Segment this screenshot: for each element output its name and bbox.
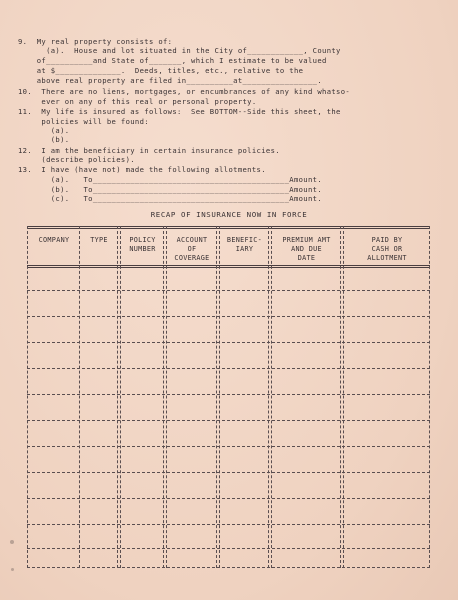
header-premium-amt: PREMIUM AMT AND DUE DATE <box>282 236 331 262</box>
item12-line2: (describe policies). <box>18 155 135 164</box>
table-col-rule <box>219 226 220 568</box>
header-company: COMPANY <box>38 236 70 244</box>
table-header-rule <box>27 265 430 268</box>
item9-line3: of__________and State of_______, which I estimate to be valued <box>18 56 327 65</box>
table-col-rule <box>343 226 344 568</box>
item13-b: (b). To__________________________________________Amount. <box>18 185 323 194</box>
table-row-rule <box>27 394 430 395</box>
item9-line5: above real property are filed in__________at________________. <box>18 76 323 85</box>
table-col-rule <box>117 226 118 568</box>
table-col-rule <box>27 226 28 568</box>
table-col-rule <box>120 226 121 568</box>
insurance-recap-table <box>27 226 430 568</box>
item9-line2: (a). House and lot situated in the City of____________, County <box>18 46 341 55</box>
paper-blemish <box>11 568 14 571</box>
table-row-rule <box>27 524 430 525</box>
item10-line1: 10. There are no liens, mortgages, or encumbrances of any kind whatso- <box>18 87 351 96</box>
table-row-rule <box>27 316 430 317</box>
table-col-rule <box>166 226 167 568</box>
table-col-rule <box>271 226 272 568</box>
table-row-rule <box>27 548 430 549</box>
item9-line4: at $______________. Deeds, titles, etc., relative to the <box>18 66 304 75</box>
table-row-rule <box>27 368 430 369</box>
header-beneficiary: BENEFIC- IARY <box>226 236 263 253</box>
item13-a: (a). To__________________________________________Amount. <box>18 175 323 184</box>
item11-a: (a). <box>18 126 70 135</box>
item9-line1: 9. My real property consists of: <box>18 37 173 46</box>
table-row-rule <box>27 472 430 473</box>
paper-blemish <box>10 540 14 544</box>
table-col-rule <box>340 226 341 568</box>
table-col-rule <box>429 226 430 568</box>
table-row-rule <box>27 290 430 291</box>
recap-title: RECAP OF INSURANCE NOW IN FORCE <box>150 210 308 219</box>
table-row-rule <box>27 446 430 447</box>
header-type: TYPE <box>90 236 108 244</box>
item11-b: (b). <box>18 135 70 144</box>
header-policy-number: POLICY NUMBER <box>129 236 156 253</box>
table-col-rule <box>216 226 217 568</box>
item11-line1: 11. My life is insured as follows: See BOTTOM--Side this sheet, the <box>18 107 341 116</box>
header-paid-by: PAID BY CASH OR ALLOTMENT <box>367 236 407 262</box>
table-row-rule <box>27 342 430 343</box>
item13-line1: 13. I have (have not) made the following allotments. <box>18 165 266 174</box>
header-account-of-coverage: ACCOUNT OF COVERAGE <box>174 236 210 262</box>
table-col-rule <box>163 226 164 568</box>
item11-line2: policies will be found: <box>18 117 149 126</box>
item10-line2: ever on any of this real or personal property. <box>18 97 257 106</box>
table-bottom-rule <box>27 567 430 568</box>
item13-c: (c). To__________________________________________Amount. <box>18 194 323 203</box>
table-col-rule <box>268 226 269 568</box>
item12-line1: 12. I am the beneficiary in certain insurance policies. <box>18 146 280 155</box>
table-row-rule <box>27 420 430 421</box>
table-row-rule <box>27 498 430 499</box>
table-col-rule <box>79 226 80 568</box>
table-top-rule <box>27 226 430 229</box>
